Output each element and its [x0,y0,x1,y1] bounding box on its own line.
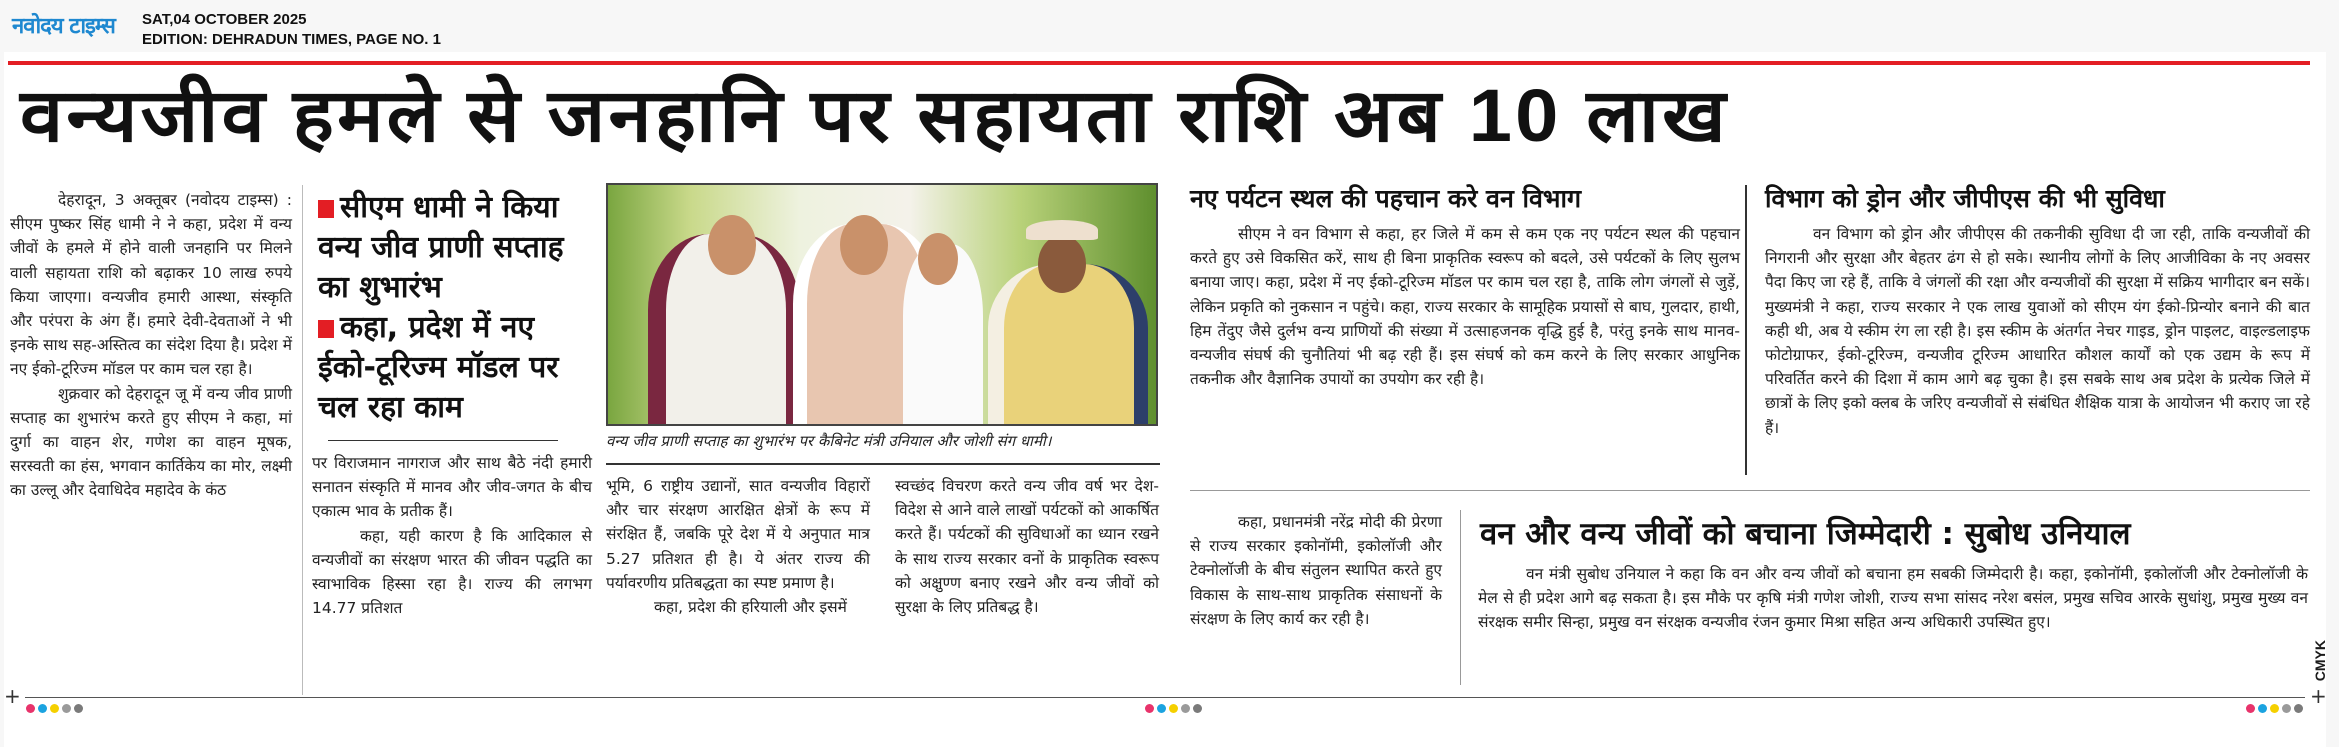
photo-face [1038,235,1086,293]
registration-mark-icon: + [4,684,21,708]
paragraph: स्वच्छंद विचरण करते वन्य जीव वर्ष भर देश-विदेश से आने वाले लाखों पर्यटकों को आकर्षित करते हैं। पर्यटकों की सुविधाओं का ध्यान रखने के साथ राज्य सरकार वनों के प्राकृतिक स्वरूप को अक्षुण्ण बनाए रखने और वन्य जीवों को सुरक्षा के लिए प्रतिबद्ध है। [895,477,1159,617]
paragraph: शुक्रवार को देहरादून जू में वन्य जीव प्राणी सप्ताह का शुभारंभ करते हुए सीएम ने कहा, मां दुर्गा का वाहन शेर, गणेश का वाहन मूषक, सरस्वती का हंस, भगवान कार्तिकेय का मोर, लक्ष्मी का उल्लू और देवाधिदेव महादेव के कंठ [10,384,292,500]
color-dot-icon [26,704,35,713]
caption-rule [606,463,1160,465]
photo-hat [1026,220,1098,240]
color-dot-icon [1157,704,1166,713]
color-dot-icon [74,704,83,713]
color-dots-center [1145,704,1202,713]
paragraph: सीएम ने वन विभाग से कहा, हर जिले में कम से कम एक नए पर्यटन स्थल की पहचान करते हुए उसे विकसित करें, साथ ही बिना प्राकृतिक स्वरूप को बदले, उसे पर्यटकों के लिए सुलभ बनाया जाए। कहा, प्रदेश में नए ईको-टूरिज्म मॉडल पर काम चल रहा है, ताकि लोग जंगलों से जुड़ें, लेकिन प्रकृति को नुकसान न पहुंचे। कहा, राज्य सरकार के सामूहिक प्रयासों से बाघ, गुलदार, हाथी, हिम तेंदुए जैसे दुर्लभ वन्य प्राणियों की संख्या में उत्साहजनक वृद्धि हुई है, परंतु इनके साथ मानव-वन्यजीव संघर्ष की चुनौतियां भी बढ़ रही हैं। इस संघर्ष को कम करने के लिए सरकार आधुनिक तकनीक और वैज्ञानिक उपायों का उपयोग कर रही है। [1190,225,1740,389]
photo-caption: वन्य जीव प्राणी सप्ताह का शुभारंभ पर कैबिनेट मंत्री उनियाल और जोशी संग धामी। [606,432,1052,450]
photo-face [840,215,888,275]
paragraph: कहा, प्रधानमंत्री नरेंद्र मोदी की प्रेरणा से राज्य सरकार इकोनॉमी, इकोलॉजी और टेक्नोलॉजी के बीच संतुलन स्थापित करते हुए विकास के साथ-साथ प्राकृतिक संसाधनों के संरक्षण के लिए कार्य कर रही है। [1190,513,1442,628]
newspaper-logo[interactable] [12,10,115,40]
main-headline: वन्यजीव हमले से जनहानि पर सहायता राशि अब 10 लाख [20,74,1729,157]
photo-face [918,233,958,285]
color-dot-icon [62,704,71,713]
highlight-item [318,308,598,428]
color-dot-icon [1193,704,1202,713]
story-column-3 [606,474,870,619]
logo-text: नवोदय टाइम्स [12,14,115,39]
color-dot-icon [1169,704,1178,713]
highlights [318,188,598,428]
paragraph: देहरादून, 3 अक्तूबर (नवोदय टाइम्स) : सीएम पुष्कर सिंह धामी ने ने कहा, प्रदेश में वन्य जीवों के हमले में होने वाली जनहानि पर मिलने वाली सहायता राशि को बढ़ाकर 10 लाख रुपये किया जाएगा। वन्यजीव हमारी आस्था, संस्कृति और परंपरा के अंग हैं। हमारे देवी-देवताओं ने भी इनके साथ सह-अस्तित्व का संदेश दिया है। प्रदेश में नए ईको-टूरिज्म मॉडल पर काम चल रहा है। [10,191,292,379]
paragraph: वन विभाग को ड्रोन और जीपीएस की तकनीकी सुविधा दी जा रही, ताकि वन्यजीवों की निगरानी और सुरक्षा और बेहतर ढंग से हो सके। स्थानीय लोगों के लिए आजीविका के नए अवसर पैदा किए जा रहे हैं, ताकि वे जंगलों की रक्षा और वन्यजीवों की सुरक्षा में सक्रिय भागीदार बन सकें। मुख्यमंत्री ने कहा, राज्य सरकार ने एक लाख युवाओं को सीएम यंग ईको-प्रिन्योर बनाने की बात कही थी, अब ये स्कीम रंग ला रही है। इस स्कीम के अंतर्गत नेचर गाइड, ड्रोन पाइलट, वाइल्डलाइफ फोटोग्राफर, ईको-टूरिज्म, वन्यजीव टूरिज्म आधारित कौशल कार्यों को एक उद्यम के रूप में परिवर्तित करने की दिशा में काम आगे बढ़ चुका है। इस सबके साथ अब प्रदेश के प्रत्येक जिले में छात्रों के लिए इको क्लब के जरिए वन्यजीवों से संबंधित शैक्षिक यात्रा के आयोजन भी कराए जा रहे हैं। [1765,225,2310,437]
color-dots-right [2246,704,2303,713]
color-dot-icon [2258,704,2267,713]
color-dot-icon [1145,704,1154,713]
story-column-4 [895,474,1159,619]
news-photo[interactable] [606,183,1158,426]
highlight-item [318,188,598,308]
highlight-divider [328,440,558,441]
cmyk-text: CMYK [2312,640,2328,682]
bottom-rule [25,697,2305,698]
color-dot-icon [2282,704,2291,713]
paragraph: वन मंत्री सुबोध उनियाल ने कहा कि वन और वन्य जीवों को बचाना हम सबकी जिम्मेदारी है। कहा, इकोनॉमी, इकोलॉजी और टेक्नोलॉजी के मेल से ही प्रदेश आगे बढ़ सकता है। इस मौके पर कृषि मंत्री गणेश जोशी, राज्य सभा सांसद नरेश बसंल, प्रमुख सचिव आरके सुधांशु, प्रमुख मुख्य वन संरक्षक समीर सिन्हा, प्रमुख वन संरक्षक वन्यजीव रंजन कुमार मिश्रा सहित अन्य अधिकारी उपस्थित हुए। [1478,565,2308,632]
story-column-1 [10,188,292,503]
side-story-body [1478,562,2308,635]
column-divider [1745,185,1747,475]
color-dot-icon [2294,704,2303,713]
issue-date: SAT,04 OCTOBER 2025 [142,11,307,28]
registration-mark-icon: + [2310,684,2327,708]
color-dot-icon [2246,704,2255,713]
side-story-body [1190,222,1740,391]
color-dot-icon [1181,704,1190,713]
highlight-text: कहा, प्रदेश में नए ईको-टूरिज्म मॉडल पर चल रहा काम [318,310,559,425]
story-column-5 [1190,510,1442,631]
story-column-2 [312,451,592,620]
edition-info: EDITION: DEHRADUN TIMES, PAGE NO. 1 [142,31,441,48]
bullet-square-icon [318,320,334,338]
bullet-square-icon [318,200,334,218]
paragraph: कहा, यही कारण है कि आदिकाल से वन्यजीवों का संरक्षण भारत की जीवन पद्धति का स्वाभाविक हिस्सा रहा है। राज्य की लगभग 14.77 प्रतिशत [312,526,592,618]
cmyk-label [2312,640,2328,681]
color-dot-icon [38,704,47,713]
color-dot-icon [50,704,59,713]
color-dot-icon [2270,704,2279,713]
highlight-text: सीएम धामी ने किया वन्य जीव प्राणी सप्ताह का शुभारंभ [318,190,564,305]
photo-face [708,215,756,275]
paragraph: कहा, प्रदेश की हरियाली और इसमें [654,598,847,617]
color-dots-left [26,704,83,713]
header-rule [8,61,2310,65]
side-story-body [1765,222,2310,440]
column-divider [1460,510,1461,685]
section-rule [1190,490,2310,491]
paragraph: भूमि, 6 राष्ट्रीय उद्यानों, सात वन्यजीव विहारों और चार संरक्षण आरक्षित क्षेत्रों के रूप में संरक्षित हैं, जबकि पूरे देश में ये अनुपात मात्र 5.27 प्रतिशत ही है। ये अंतर राज्य की पर्यावरणीय प्रतिबद्धता का स्पष्ट प्रमाण है। [606,477,870,592]
side-story-heading: विभाग को ड्रोन और जीपीएस की भी सुविधा [1765,184,2165,213]
side-story-heading: वन और वन्य जीवों को बचाना जिम्मेदारी : सुबोध उनियाल [1480,516,2131,552]
side-story-heading: नए पर्यटन स्थल की पहचान करे वन विभाग [1190,184,1582,213]
paragraph: पर विराजमान नागराज और साथ बैठे नंदी हमारी सनातन संस्कृति में मानव और जीव-जगत के बीच एकात्म भाव के प्रतीक हैं। [312,454,592,521]
column-divider [302,185,303,695]
